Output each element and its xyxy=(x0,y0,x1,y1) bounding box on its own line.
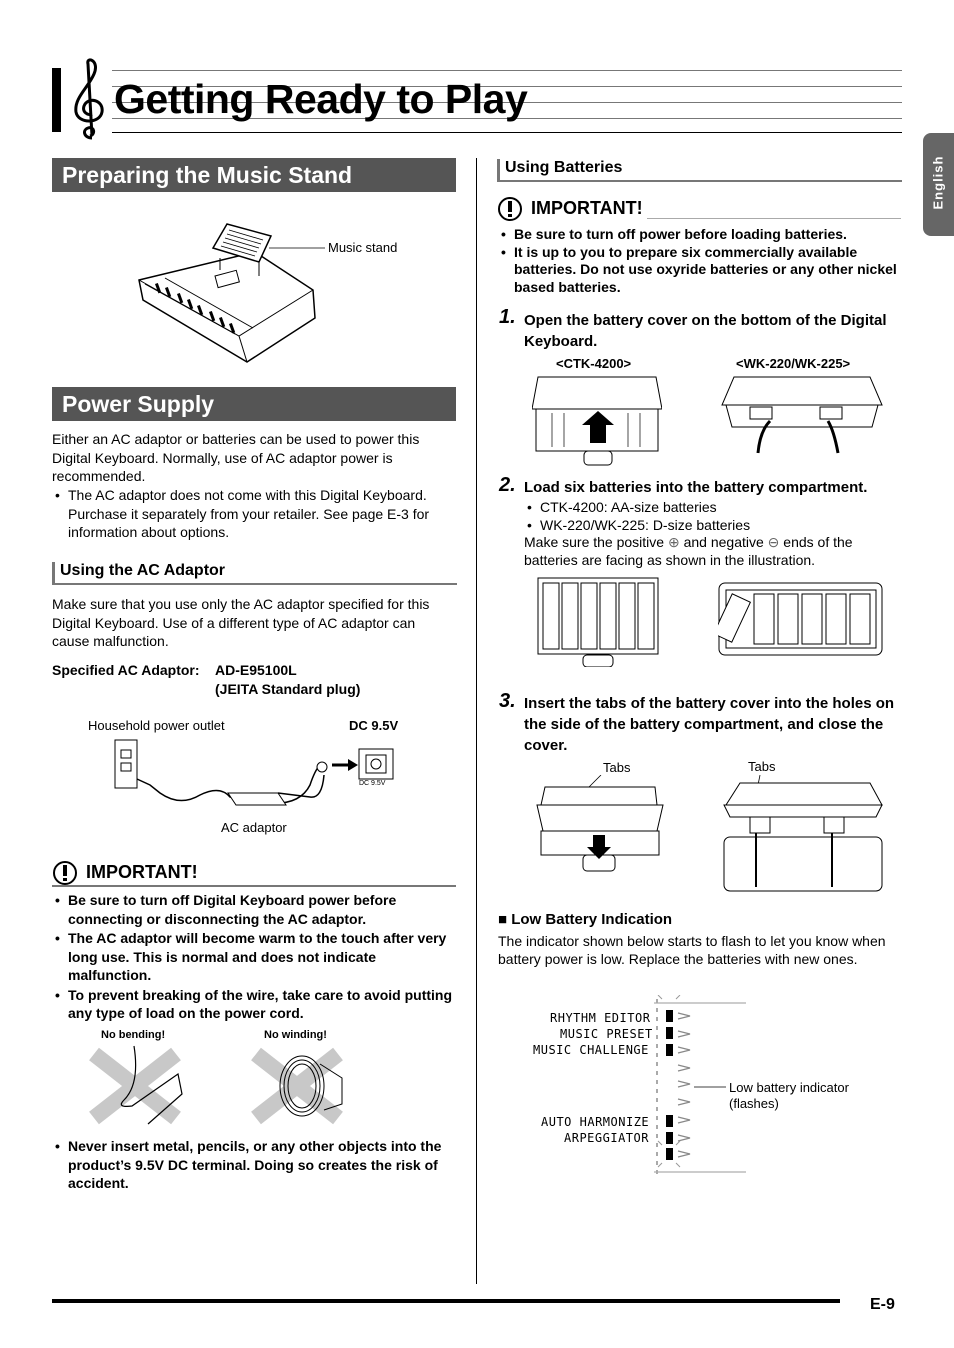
battery-size-wk: • WK-220/WK-225: D-size batteries xyxy=(525,517,895,535)
lcd-label-music-preset: MUSIC PRESET xyxy=(560,1027,653,1041)
low-battery-callout-1: Low battery indicator xyxy=(729,1080,849,1095)
lcd-label-music-challenge: MUSIC CHALLENGE xyxy=(533,1043,649,1057)
dc-label: DC 9.5V xyxy=(349,718,399,733)
important-item-1: • Be sure to turn off Digital Keyboard power before connecting or disconnecting the AC adaptor. xyxy=(53,891,453,928)
music-stand-heading: Preparing the Music Stand xyxy=(52,158,456,192)
polarity-note-b: and negative xyxy=(683,534,764,550)
step-2-text: Load six batteries into the battery compartment. xyxy=(524,479,868,496)
spec-model: AD-E95100L xyxy=(215,662,297,678)
polarity-note xyxy=(524,534,894,569)
spec-label: Specified AC Adaptor: xyxy=(52,662,200,678)
wk-open-cover-illustration xyxy=(720,375,885,455)
important-left-header xyxy=(52,860,456,887)
batteries-heading: Using Batteries xyxy=(497,159,902,182)
lcd-label-arpeggiator: ARPEGGIATOR xyxy=(564,1131,649,1145)
important-label-right: IMPORTANT! xyxy=(531,198,643,218)
power-supply-bullet: • The AC adaptor does not come with this Digital Keyboard. Purchase it separately from your retailer. See page E-3 for information about options. xyxy=(53,486,457,542)
music-stand-callout: Music stand xyxy=(328,240,398,255)
step-3-text: Insert the tabs of the battery cover into the holes on the side of the battery compartment, and close the cover. xyxy=(524,695,895,754)
step-2-number: 2. xyxy=(499,474,516,496)
wk-close-cover-illustration xyxy=(720,775,885,895)
lcd-label-rhythm-editor: RHYTHM EDITOR xyxy=(550,1011,651,1025)
wk-batteries-illustration xyxy=(718,582,883,658)
keyboard-music-stand-illustration xyxy=(135,218,325,368)
tabs-label-b: Tabs xyxy=(748,759,776,774)
important-list-left xyxy=(53,891,453,1023)
ac-adaptor-text: Make sure that you use only the AC adaptor specified for this Digital Keyboard. Use of a different type of AC adaptor can cause malfunction. xyxy=(52,596,430,649)
no-winding-label: No winding! xyxy=(264,1029,327,1041)
language-tab xyxy=(923,133,954,236)
treble-clef-icon xyxy=(70,58,110,142)
step-1-text: Open the battery cover on the bottom of the Digital Keyboard. xyxy=(524,312,887,350)
important-right-header xyxy=(497,196,901,220)
ac-adaptor-heading: Using the AC Adaptor xyxy=(52,562,457,585)
column-divider xyxy=(476,158,477,1284)
title-bar-decoration xyxy=(52,68,61,132)
step-3-number: 3. xyxy=(499,690,516,712)
ac-adaptor-illustration xyxy=(110,735,400,815)
power-supply-intro: Either an AC adaptor or batteries can be used to power this Digital Keyboard. Normally, use of AC adaptor power is recommended. xyxy=(52,431,420,484)
important-item-4: • Never insert metal, pencils, or any other objects into the product’s 9.5V DC terminal. Doing so creates the risk of accident. xyxy=(53,1137,453,1193)
warning-icon xyxy=(497,196,523,222)
important-list-left-last xyxy=(53,1137,453,1193)
no-bending-illustration xyxy=(88,1044,188,1128)
spec-plug: (JEITA Standard plug) xyxy=(215,681,361,697)
page-number: E-9 xyxy=(870,1296,895,1313)
language-tab-label: English xyxy=(930,155,946,210)
important-label-left: IMPORTANT! xyxy=(86,862,198,882)
step-1-number: 1. xyxy=(499,306,516,328)
dc-small-label: DC 9.5V xyxy=(359,780,386,787)
page-title: Getting Ready to Play xyxy=(114,76,528,122)
title-area xyxy=(52,66,902,134)
model-wk-label: <WK-220/WK-225> xyxy=(736,356,851,371)
plus-symbol: ⊕ xyxy=(667,534,680,550)
adaptor-label: AC adaptor xyxy=(221,820,287,835)
ctk-close-cover-illustration xyxy=(535,775,665,875)
power-supply-heading: Power Supply xyxy=(52,387,456,421)
power-supply-bullets xyxy=(53,486,457,542)
outlet-label: Household power outlet xyxy=(88,718,225,733)
tabs-label-a: Tabs xyxy=(603,760,631,775)
ctk-open-cover-illustration xyxy=(532,375,662,467)
footer-rule xyxy=(52,1299,840,1303)
low-battery-heading: ■ Low Battery Indication xyxy=(498,911,673,928)
lcd-label-auto-harmonize: AUTO HARMONIZE xyxy=(541,1115,650,1129)
battery-size-list xyxy=(525,499,895,534)
low-battery-callout-2: (flashes) xyxy=(729,1096,779,1111)
important-item-2: • The AC adaptor will become warm to the touch after very long use. This is normal and does not indicate malfunction. xyxy=(53,929,453,985)
minus-symbol: ⊖ xyxy=(767,534,780,550)
polarity-note-a: Make sure the positive xyxy=(524,534,665,550)
no-bending-label: No bending! xyxy=(101,1029,166,1041)
battery-important-2: • It is up to you to prepare six commercially available batteries. Do not use oxyride batteries or any other nickel based batteries. xyxy=(499,244,899,297)
important-list-right xyxy=(499,226,899,296)
important-item-3: • To prevent breaking of the wire, take care to avoid putting any type of load on the power cord. xyxy=(53,986,453,1023)
battery-important-1: • Be sure to turn off power before loading batteries. xyxy=(499,226,899,244)
no-winding-illustration xyxy=(250,1044,350,1128)
ctk-batteries-illustration xyxy=(537,577,659,667)
low-battery-text: The indicator shown below starts to flash to let you know when battery power is low. Replace the batteries with new ones. xyxy=(498,933,886,967)
battery-size-ctk: • CTK-4200: AA-size batteries xyxy=(525,499,895,517)
warning-icon xyxy=(52,860,78,886)
polarity-note-c: ends of the batteries are facing as shown in the illustration. xyxy=(524,534,853,568)
model-ctk-label: <CTK-4200> xyxy=(556,356,632,371)
